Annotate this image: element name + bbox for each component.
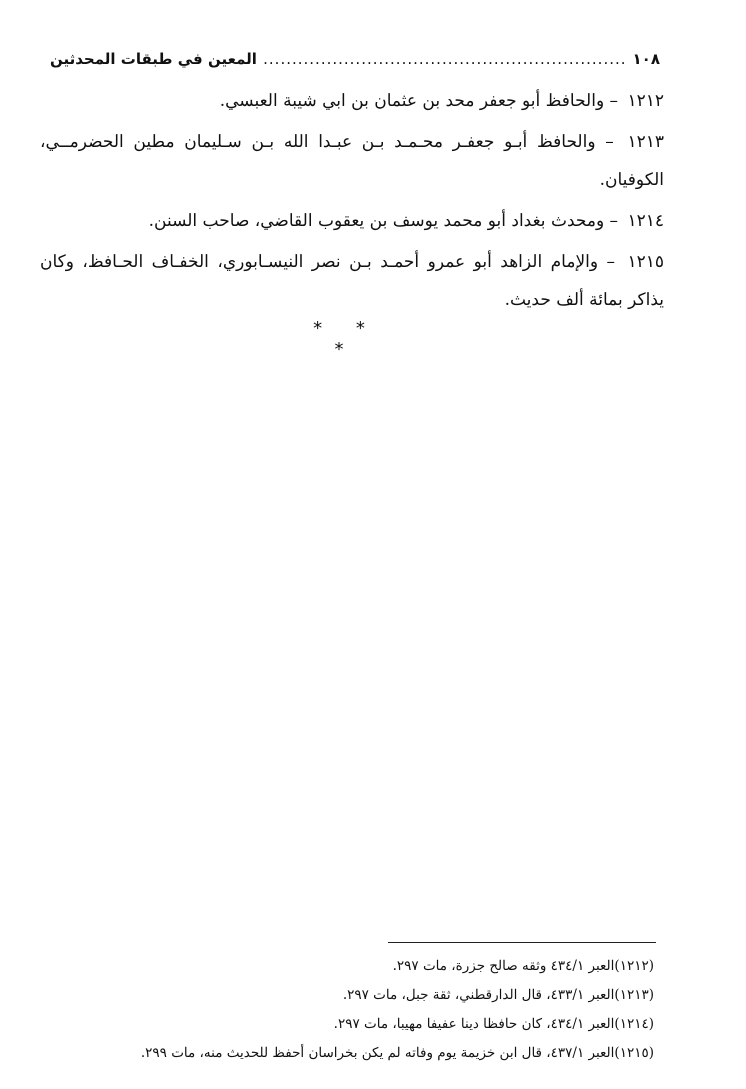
entry-1212	[40, 82, 664, 120]
running-title: المعين في طبقات المحدثين	[50, 50, 257, 68]
footnote-1214: (١٢١٤)العبر ٤٣٤/١، كان حافظا دينا عفيفا مهيبا، مات ٢٩٧.	[333, 1016, 654, 1032]
entry-number: ١٢١٤	[627, 211, 664, 231]
footnote-1215: (١٢١٥)العبر ٤٣٧/١، قال ابن خزيمة يوم وفاته لم يكن بخراسان أحفظ للحديث منه، مات ٢٩٩.	[140, 1045, 654, 1061]
section-separator: * * *	[313, 318, 379, 360]
page-header	[50, 46, 660, 72]
entry-text: – والحافظ أبو جعفر محد بن عثمان بن ابي شيبة العبسي.	[219, 91, 619, 111]
entry-1213	[40, 123, 664, 199]
entry-number: ١٢١٢	[627, 91, 664, 111]
page-number: ١٠٨	[632, 50, 660, 68]
entry-text: – ومحدث بغداد أبو محمد يوسف بن يعقوب القاضي، صاحب السنن.	[148, 211, 619, 231]
entry-1214	[40, 202, 664, 240]
footnote-divider	[388, 942, 656, 943]
entry-text: – والحافظ أبـو جعفـر محـمـد بـن عبـدا الله بـن سـليمان مطين الحضرمــي، الكوفيان.	[40, 132, 664, 190]
entry-number: ١٢١٣	[627, 132, 664, 152]
entry-1215	[40, 243, 664, 319]
entry-text: – والإمام الزاهد أبو عمرو أحمـد بـن نصر النيسـابوري، الخفـاف الحـافظ، وكان يذاكر بمائة ألف حديث.	[40, 252, 664, 310]
footnotes	[14, 952, 654, 1068]
header-leader-dots	[263, 50, 627, 68]
entry-number: ١٢١٥	[627, 252, 665, 272]
footnote-1212: (١٢١٢)العبر ٤٣٤/١ وثقه صالح جزرة، مات ٢٩٧.	[392, 958, 654, 974]
footnote-1213: (١٢١٣)العبر ٤٣٣/١، قال الدارقطني، ثقة جبل، مات ٢٩٧.	[342, 987, 654, 1003]
body-text	[40, 82, 664, 322]
